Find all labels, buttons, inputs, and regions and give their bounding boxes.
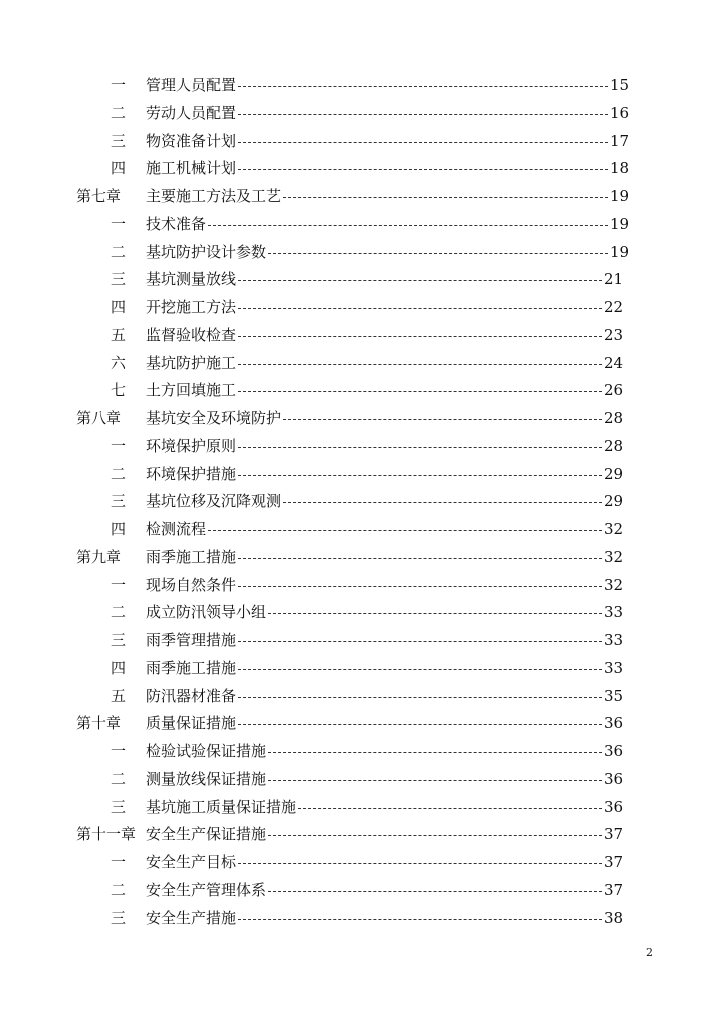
dot-leader (238, 475, 602, 476)
toc-entry-page: 32 (604, 520, 624, 538)
dot-leader (238, 697, 602, 698)
toc-entry-title: 安全生产目标 (146, 853, 237, 871)
section-number: 一 (111, 76, 127, 94)
dot-leader (238, 919, 602, 920)
toc-entry-page: 28 (604, 436, 624, 455)
toc-entry-page: 36 (604, 742, 624, 760)
dot-leader (238, 86, 608, 87)
toc-entry-page: 38 (604, 908, 624, 927)
toc-entry[interactable] (0, 849, 724, 877)
toc-entry[interactable] (0, 627, 724, 655)
toc-entry-page: 33 (604, 658, 624, 677)
toc-entry-page: 28 (604, 409, 624, 427)
toc-entry[interactable] (0, 100, 724, 128)
toc-entry-page: 18 (610, 159, 630, 178)
toc-entry-title: 雨季施工措施 (146, 658, 237, 677)
toc-entry[interactable] (0, 710, 724, 738)
toc-entry-title: 物资准备计划 (146, 131, 237, 150)
section-number: 一 (111, 436, 127, 455)
toc-entry[interactable] (0, 211, 724, 239)
toc-entry[interactable] (0, 766, 724, 794)
toc-entry-title: 环境保护措施 (146, 464, 237, 483)
section-number: 三 (111, 270, 127, 289)
toc-entry[interactable] (0, 572, 724, 600)
section-number: 二 (111, 103, 127, 122)
toc-entry-title: 检测流程 (146, 520, 207, 538)
toc-entry-title: 主要施工方法及工艺 (146, 187, 282, 205)
toc-entry[interactable] (0, 350, 724, 378)
dot-leader (268, 613, 602, 614)
toc-entry-page: 33 (604, 631, 624, 649)
dot-leader (238, 336, 602, 337)
toc-entry-page: 32 (604, 547, 624, 566)
toc-entry-title: 防汛器材准备 (146, 686, 237, 705)
toc-entry-page: 29 (604, 492, 624, 511)
page-number: 2 (646, 946, 653, 959)
toc-entry-page: 29 (604, 464, 624, 483)
toc-entry-title: 安全生产措施 (146, 908, 237, 927)
toc-entry[interactable] (0, 322, 724, 350)
table-of-contents (0, 72, 724, 932)
section-number: 三 (111, 908, 127, 927)
dot-leader (238, 169, 608, 170)
toc-entry[interactable] (0, 155, 724, 183)
toc-entry-page: 15 (610, 76, 630, 94)
toc-entry-page: 24 (604, 353, 624, 372)
chapter-number: 第十一章 (76, 825, 137, 844)
section-number: 一 (111, 575, 127, 594)
toc-entry-title: 基坑防护设计参数 (146, 242, 267, 261)
toc-entry[interactable] (0, 72, 724, 100)
toc-entry[interactable] (0, 239, 724, 267)
section-number: 五 (111, 325, 127, 344)
toc-entry-title: 雨季管理措施 (146, 631, 237, 649)
dot-leader (283, 197, 608, 198)
toc-entry-title: 雨季施工措施 (146, 547, 237, 566)
section-number: 四 (111, 298, 127, 316)
dot-leader (238, 558, 602, 559)
dot-leader (238, 669, 602, 670)
toc-entry[interactable] (0, 821, 724, 849)
toc-entry-title: 安全生产保证措施 (146, 825, 267, 844)
toc-entry-page: 23 (604, 325, 624, 344)
dot-leader (238, 142, 608, 143)
dot-leader (283, 419, 602, 420)
toc-entry[interactable] (0, 405, 724, 433)
toc-entry[interactable] (0, 544, 724, 572)
toc-entry-title: 质量保证措施 (146, 714, 237, 733)
toc-entry-page: 22 (604, 298, 624, 316)
toc-entry-title: 安全生产管理体系 (146, 880, 267, 899)
toc-entry-title: 土方回填施工 (146, 381, 237, 400)
dot-leader (238, 447, 602, 448)
dot-leader (268, 253, 608, 254)
toc-entry-page: 16 (610, 103, 630, 122)
dot-leader (238, 308, 602, 309)
dot-leader (283, 502, 602, 503)
toc-entry-title: 现场自然条件 (146, 575, 237, 594)
section-number: 四 (111, 520, 127, 538)
toc-entry[interactable] (0, 655, 724, 683)
toc-entry-page: 19 (610, 187, 630, 205)
section-number: 一 (111, 214, 127, 233)
section-number: 三 (111, 131, 127, 150)
toc-entry-page: 36 (604, 797, 624, 816)
dot-leader (238, 586, 602, 587)
toc-entry-page: 21 (604, 270, 624, 289)
dot-leader (268, 780, 602, 781)
toc-entry-title: 基坑测量放线 (146, 270, 237, 289)
section-number: 二 (111, 603, 127, 622)
toc-entry-page: 37 (604, 853, 624, 871)
dot-leader (238, 724, 602, 725)
section-number: 五 (111, 686, 127, 705)
toc-entry[interactable] (0, 599, 724, 627)
toc-entry[interactable] (0, 183, 724, 211)
section-number: 二 (111, 880, 127, 899)
dot-leader (238, 641, 602, 642)
dot-leader (238, 114, 608, 115)
dot-leader (268, 835, 602, 836)
toc-entry[interactable] (0, 877, 724, 905)
toc-entry-page: 37 (604, 880, 624, 899)
toc-entry[interactable] (0, 461, 724, 489)
toc-entry-page: 33 (604, 603, 624, 622)
toc-entry-title: 开挖施工方法 (146, 298, 237, 316)
toc-entry-title: 环境保护原则 (146, 436, 237, 455)
toc-entry-title: 劳动人员配置 (146, 103, 237, 122)
toc-entry[interactable] (0, 128, 724, 156)
dot-leader (238, 863, 602, 864)
toc-entry-title: 管理人员配置 (146, 76, 237, 94)
section-number: 七 (111, 381, 127, 400)
chapter-number: 第十章 (76, 714, 122, 733)
section-number: 二 (111, 464, 127, 483)
toc-entry-page: 36 (604, 714, 624, 733)
toc-entry-title: 测量放线保证措施 (146, 769, 267, 788)
toc-entry-title: 基坑位移及沉降观测 (146, 492, 282, 511)
toc-entry-page: 17 (610, 131, 630, 150)
toc-entry-title: 基坑安全及环境防护 (146, 409, 282, 427)
toc-entry[interactable] (0, 488, 724, 516)
toc-entry[interactable] (0, 683, 724, 711)
toc-entry-page: 19 (610, 242, 630, 261)
toc-entry-page: 19 (610, 214, 630, 233)
section-number: 三 (111, 631, 127, 649)
toc-entry-title: 成立防汛领导小组 (146, 603, 267, 622)
chapter-number: 第九章 (76, 547, 122, 566)
section-number: 六 (111, 353, 127, 372)
section-number: 三 (111, 797, 127, 816)
dot-leader (268, 891, 602, 892)
toc-entry[interactable] (0, 266, 724, 294)
toc-entry-title: 施工机械计划 (146, 159, 237, 178)
toc-entry-title: 检验试验保证措施 (146, 742, 267, 760)
dot-leader (298, 808, 602, 809)
dot-leader (268, 752, 602, 753)
dot-leader (208, 530, 602, 531)
toc-entry-page: 36 (604, 769, 624, 788)
toc-entry[interactable] (0, 377, 724, 405)
toc-entry-page: 26 (604, 381, 624, 400)
section-number: 二 (111, 769, 127, 788)
toc-entry[interactable] (0, 433, 724, 461)
section-number: 三 (111, 492, 127, 511)
dot-leader (238, 364, 602, 365)
toc-entry-title: 技术准备 (146, 214, 207, 233)
dot-leader (238, 280, 602, 281)
toc-entry[interactable] (0, 294, 724, 322)
toc-entry-page: 32 (604, 575, 624, 594)
section-number: 四 (111, 159, 127, 178)
toc-entry-title: 基坑防护施工 (146, 353, 237, 372)
toc-entry-page: 35 (604, 686, 624, 705)
toc-entry[interactable] (0, 738, 724, 766)
section-number: 四 (111, 658, 127, 677)
toc-entry-title: 监督验收检查 (146, 325, 237, 344)
toc-entry-title: 基坑施工质量保证措施 (146, 797, 297, 816)
chapter-number: 第七章 (76, 187, 122, 205)
toc-entry[interactable] (0, 516, 724, 544)
section-number: 一 (111, 742, 127, 760)
dot-leader (208, 225, 608, 226)
toc-entry[interactable] (0, 905, 724, 933)
chapter-number: 第八章 (76, 409, 122, 427)
toc-entry[interactable] (0, 794, 724, 822)
toc-entry-page: 37 (604, 825, 624, 844)
section-number: 二 (111, 242, 127, 261)
dot-leader (238, 391, 602, 392)
section-number: 一 (111, 853, 127, 871)
